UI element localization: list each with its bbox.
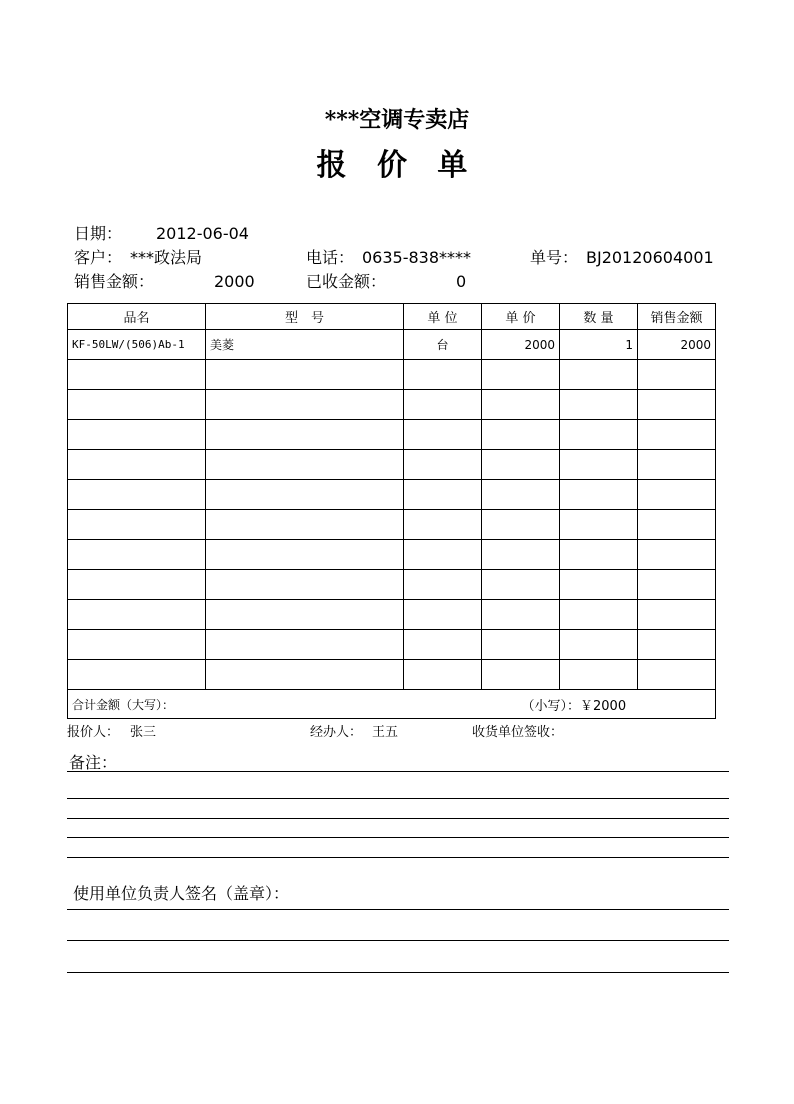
cell-unit [404, 600, 482, 630]
remarks-label: 备注： [69, 753, 118, 772]
table-row [68, 630, 716, 660]
cell-unit-price [482, 630, 560, 660]
table-row [68, 480, 716, 510]
cell-sales-amount [638, 570, 716, 600]
cell-unit-price [482, 480, 560, 510]
quotation-table [67, 303, 716, 719]
cell-unit-price [482, 390, 560, 420]
cell-sales-amount [638, 660, 716, 690]
cell-sales-amount [638, 480, 716, 510]
date-value: 2012-06-04 [156, 224, 249, 243]
total-uppercase-label [68, 690, 560, 719]
cell-unit [404, 510, 482, 540]
order-no-value: BJ20120604001 [586, 248, 714, 267]
cell-sales-amount [638, 450, 716, 480]
table-row [68, 570, 716, 600]
remarks-line [67, 771, 729, 772]
header-quantity: 数 量 [560, 304, 638, 330]
total-small-label: （小写）： [521, 698, 581, 714]
customer-label: 客户： [74, 248, 123, 267]
cell-sales-amount [638, 630, 716, 660]
cell-model [206, 450, 404, 480]
cell-sales-amount: 2000 [638, 330, 716, 360]
table-row [68, 540, 716, 570]
table-row [68, 390, 716, 420]
cell-unit-price [482, 360, 560, 390]
table-row [68, 510, 716, 540]
cell-unit [404, 630, 482, 660]
table-row [68, 600, 716, 630]
cell-model [206, 570, 404, 600]
cell-product-name [68, 570, 206, 600]
signature-line [67, 972, 729, 973]
header-product-name: 品名 [68, 304, 206, 330]
document-title: 报 价 单 [316, 148, 478, 183]
cell-unit [404, 390, 482, 420]
handler-value: 王五 [372, 725, 399, 740]
cell-unit-price [482, 660, 560, 690]
cell-product-name [68, 420, 206, 450]
cell-quantity [560, 510, 638, 540]
cell-model [206, 360, 404, 390]
date-label: 日期： [74, 224, 123, 243]
handler-label: 经办人： [310, 725, 363, 740]
cell-quantity [560, 420, 638, 450]
cell-unit [404, 660, 482, 690]
total-label-text: 合计金额（大写）： [72, 697, 175, 712]
total-lowercase-cell [521, 690, 716, 719]
cell-quantity [560, 600, 638, 630]
cell-quantity [560, 450, 638, 480]
header-unit-price: 单 价 [482, 304, 560, 330]
cell-product-name [68, 450, 206, 480]
header-model: 型 号 [206, 304, 404, 330]
phone-value: 0635-838**** [362, 248, 472, 267]
cell-product-name [68, 600, 206, 630]
received-amount-label: 已收金额： [306, 272, 387, 291]
table-header-row [68, 304, 716, 330]
cell-model: 美菱 [206, 330, 404, 360]
sales-amount-value: 2000 [214, 272, 255, 291]
sales-amount-label: 销售金额： [74, 272, 155, 291]
cell-model [206, 600, 404, 630]
cell-quantity [560, 480, 638, 510]
cell-model [206, 630, 404, 660]
cell-product-name [68, 390, 206, 420]
cell-quantity [560, 360, 638, 390]
shop-name: ***空调专卖店 [324, 107, 470, 133]
cell-model [206, 480, 404, 510]
quoter-label: 报价人： [67, 725, 120, 740]
quoter-value: 张三 [130, 725, 157, 740]
cell-product-name: KF-50LW/(506)Ab-1 [68, 330, 206, 360]
order-no-label: 单号： [530, 248, 579, 267]
cell-sales-amount [638, 390, 716, 420]
table-row [68, 330, 716, 360]
cell-product-name [68, 360, 206, 390]
table-row [68, 360, 716, 390]
cell-unit [404, 570, 482, 600]
total-small-value: ￥2000 [580, 698, 627, 714]
cell-product-name [68, 660, 206, 690]
signature-line [67, 940, 729, 941]
phone-label: 电话： [306, 248, 355, 267]
cell-unit-price [482, 570, 560, 600]
cell-unit [404, 450, 482, 480]
remarks-line [67, 857, 729, 858]
cell-model [206, 660, 404, 690]
cell-product-name [68, 630, 206, 660]
cell-sales-amount [638, 420, 716, 450]
cell-unit-price: 2000 [482, 330, 560, 360]
cell-quantity [560, 390, 638, 420]
cell-model [206, 420, 404, 450]
remarks-line [67, 818, 729, 819]
cell-sales-amount [638, 360, 716, 390]
cell-unit: 台 [404, 330, 482, 360]
cell-unit [404, 540, 482, 570]
cell-unit [404, 360, 482, 390]
cell-product-name [68, 480, 206, 510]
cell-sales-amount [638, 510, 716, 540]
table-row [68, 450, 716, 480]
cell-product-name [68, 540, 206, 570]
cell-unit-price [482, 600, 560, 630]
cell-product-name [68, 510, 206, 540]
cell-quantity [560, 540, 638, 570]
receiver-sign-label: 收货单位签收： [472, 725, 564, 740]
header-sales-amount: 销售金额 [638, 304, 716, 330]
remarks-line [67, 837, 729, 838]
cell-model [206, 390, 404, 420]
cell-unit-price [482, 540, 560, 570]
cell-quantity [560, 630, 638, 660]
cell-quantity [560, 570, 638, 600]
cell-unit [404, 420, 482, 450]
cell-quantity [560, 660, 638, 690]
received-amount-value: 0 [456, 272, 467, 291]
cell-unit [404, 480, 482, 510]
cell-unit-price [482, 450, 560, 480]
cell-model [206, 540, 404, 570]
cell-sales-amount [638, 540, 716, 570]
cell-quantity: 1 [560, 330, 638, 360]
table-row [68, 660, 716, 690]
total-row [68, 690, 716, 719]
customer-value: ***政法局 [130, 248, 203, 267]
cell-unit-price [482, 510, 560, 540]
cell-model [206, 510, 404, 540]
signature-line [67, 909, 729, 910]
remarks-line [67, 798, 729, 799]
signature-label: 使用单位负责人签名（盖章）： [73, 884, 290, 903]
header-unit: 单 位 [404, 304, 482, 330]
cell-sales-amount [638, 600, 716, 630]
cell-unit-price [482, 420, 560, 450]
table-row [68, 420, 716, 450]
